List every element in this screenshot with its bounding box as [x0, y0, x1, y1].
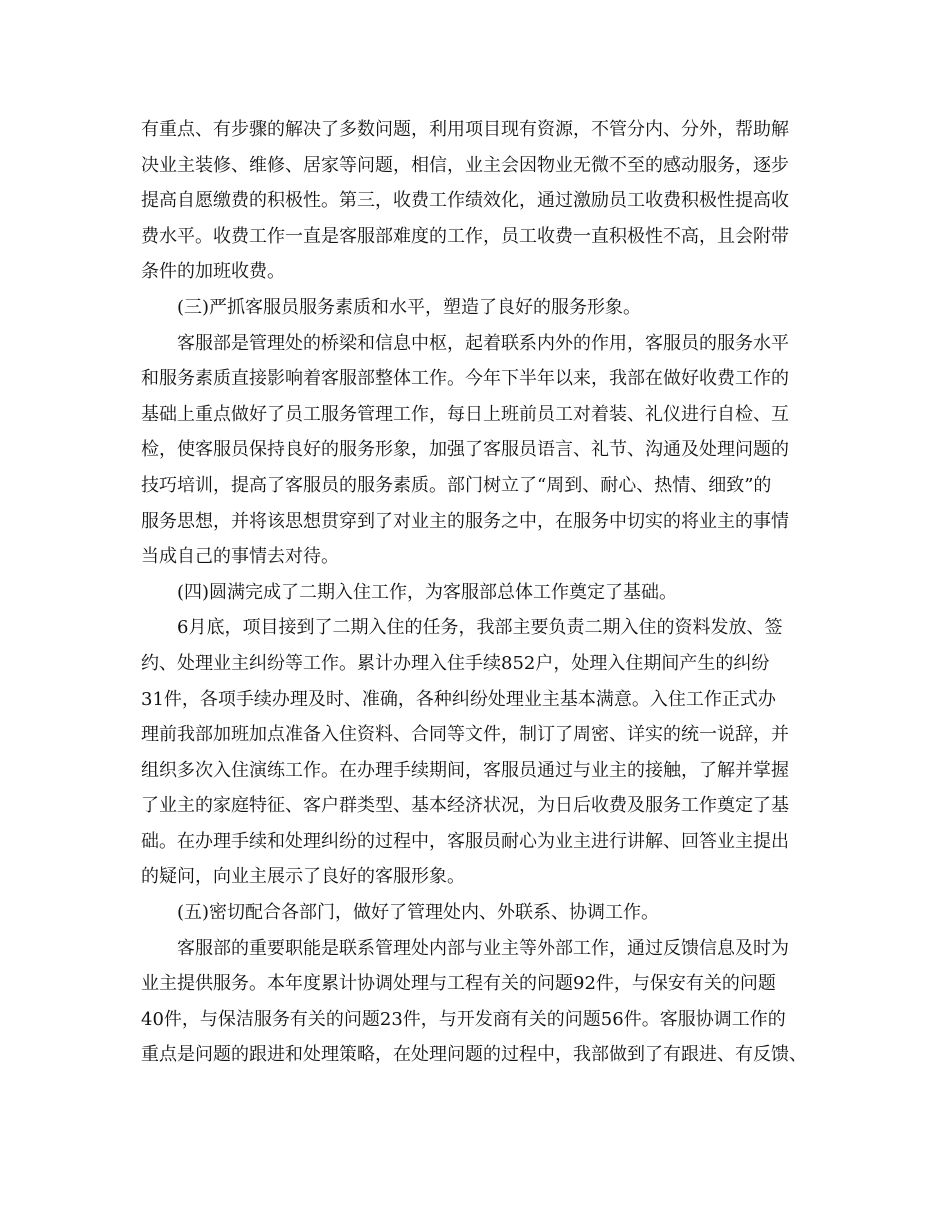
- paragraph-line: 决业主装修、维修、居家等问题，相信，业主会因物业无微不至的感动服务，逐步: [141, 154, 789, 176]
- paragraph-line: 检，使客服员保持良好的服务形象，加强了客服员语言、礼节、沟通及处理问题的: [141, 439, 789, 461]
- paragraph-line: 费水平。收费工作一直是客服部难度的工作，员工收费一直积极性不高，且会附带: [141, 225, 789, 247]
- paragraph-line: 客服部是管理处的桥梁和信息中枢，起着联系内外的作用，客服员的服务水平: [177, 332, 789, 354]
- section-heading: (五)密切配合各部门，做好了管理处内、外联系、协调工作。: [177, 902, 660, 924]
- document-body: [141, 112, 831, 1073]
- section-heading: (三)严抓客服员服务素质和水平，塑造了良好的服务形象。: [177, 296, 642, 318]
- section-heading: (四)圆满完成了二期入住工作，为客服部总体工作奠定了基础。: [177, 581, 678, 603]
- paragraph-line: 约、处理业主纠纷等工作。累计办理入住手续852户，处理入住期间产生的纠纷: [141, 652, 770, 674]
- paragraph-line: 6月底，项目接到了二期入住的任务，我部主要负责二期入住的资料发放、签: [177, 617, 783, 639]
- paragraph-line: 了业主的家庭特征、客户群类型、基本经济状况，为日后收费及服务工作奠定了基: [141, 795, 789, 817]
- paragraph-line: 当成自己的事情去对待。: [141, 546, 339, 568]
- paragraph-line: 理前我部加班加点准备入住资料、合同等文件，制订了周密、详实的统一说辞，并: [141, 724, 789, 746]
- paragraph-line: 的疑问，向业主展示了良好的客服形象。: [141, 866, 465, 888]
- paragraph-line: 条件的加班收费。: [141, 261, 285, 283]
- paragraph-line: 基础上重点做好了员工服务管理工作，每日上班前员工对着装、礼仪进行自检、互: [141, 403, 789, 425]
- paragraph-line: 业主提供服务。本年度累计协调处理与工程有关的问题92件，与保安有关的问题: [141, 973, 776, 995]
- paragraph-line: 提高自愿缴费的积极性。第三，收费工作绩效化，通过激励员工收费积极性提高收: [141, 190, 789, 212]
- paragraph-line: 技巧培训，提高了客服员的服务素质。部门树立了“周到、耐心、热情、细致”的: [141, 474, 772, 496]
- paragraph-line: 础。在办理手续和处理纠纷的过程中，客服员耐心为业主进行讲解、回答业主提出: [141, 830, 789, 852]
- paragraph-line: 组织多次入住演练工作。在办理手续期间，客服员通过与业主的接触，了解并掌握: [141, 759, 789, 781]
- paragraph-line: 服务思想，并将该思想贯穿到了对业主的服务之中，在服务中切实的将业主的事情: [141, 510, 789, 532]
- paragraph-line: 和服务素质直接影响着客服部整体工作。今年下半年以来，我部在做好收费工作的: [141, 368, 789, 390]
- paragraph-line: 有重点、有步骤的解决了多数问题，利用项目现有资源，不管分内、分外，帮助解: [141, 119, 789, 140]
- paragraph-line: 客服部的重要职能是联系管理处内部与业主等外部工作，通过反馈信息及时为: [177, 937, 789, 959]
- paragraph-line: 重点是问题的跟进和处理策略，在处理问题的过程中，我部做到了有跟进、有反馈、: [141, 1044, 807, 1066]
- paragraph-line: 40件，与保洁服务有关的问题23件，与开发商有关的问题56件。客服协调工作的: [141, 1008, 786, 1030]
- paragraph-line: 31件，各项手续办理及时、准确，各种纠纷处理业主基本满意。入住工作正式办: [141, 688, 776, 710]
